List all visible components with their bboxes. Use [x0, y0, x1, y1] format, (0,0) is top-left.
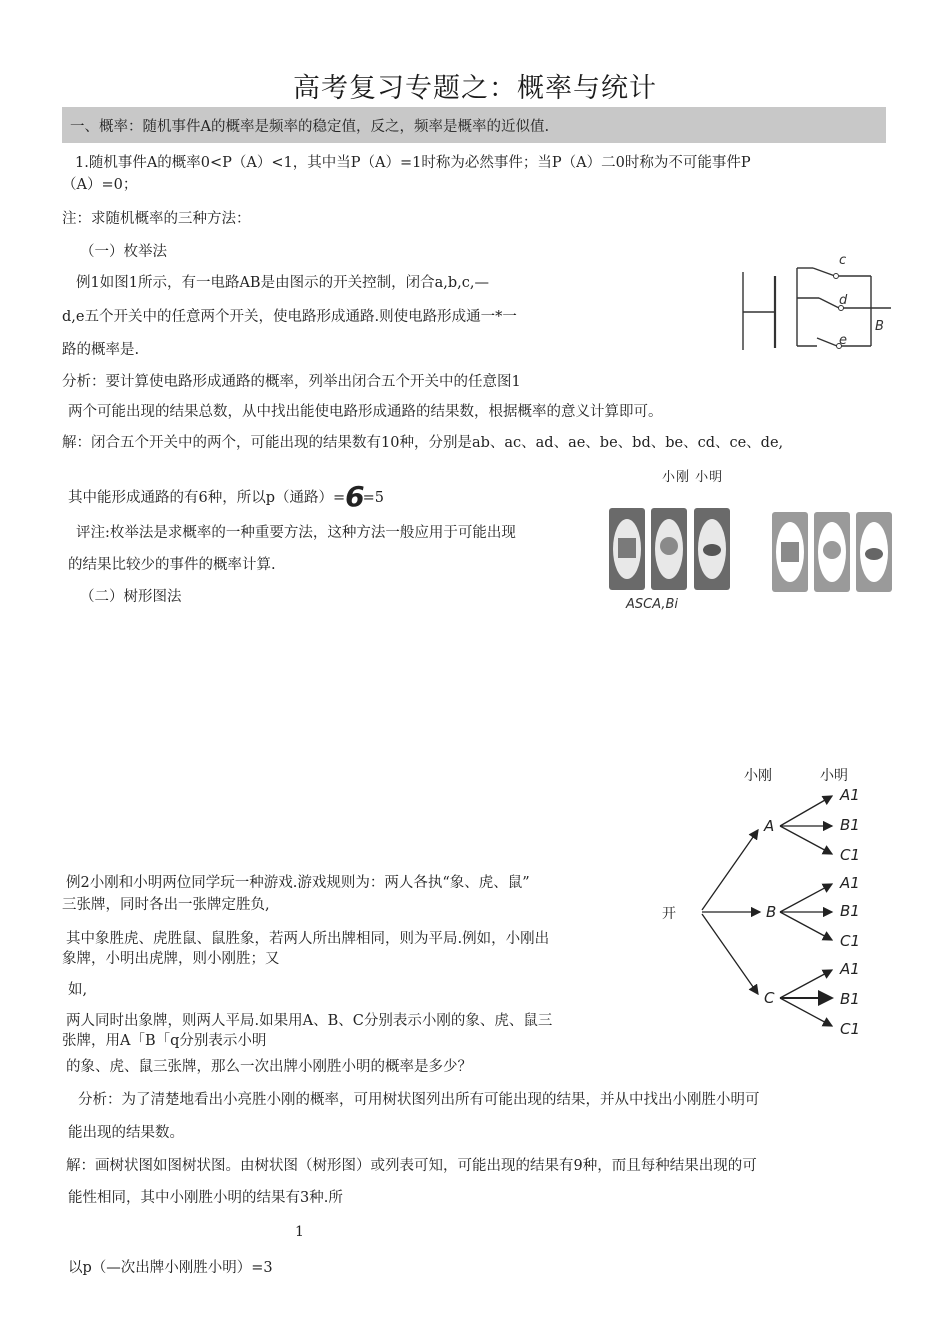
terminal-label-b: B [875, 319, 884, 334]
section-heading-probability: 一、概率：随机事件A的概率是频率的稳定值，反之，频率是概率的近似值. [70, 119, 550, 135]
section-heading-bar [62, 107, 886, 143]
edge-a-c1 [780, 826, 832, 854]
card-set-right [772, 512, 892, 592]
solution-1-line-2 [68, 476, 385, 513]
solution-2-line-3: 以p（—次出牌小刚胜小明）=3 [68, 1260, 273, 1276]
tree-leaf-b1-under-b: B1 [840, 902, 860, 920]
tree-node-b: B [766, 903, 777, 921]
tree-header-xiaogang: 小刚 [744, 768, 772, 784]
tree-leaf-c1-under-a: C1 [840, 846, 861, 864]
analysis-1-line-1: 分析：要计算使电路形成通路的概率，列举出闭合五个开关中的任意图1 [62, 374, 521, 390]
example-2-line-4: 象牌，小明出虎牌，则小刚胜；又 [62, 951, 280, 967]
cards-header-label: 小刚 小明 [662, 470, 724, 485]
solution-2-line-2: 能性相同，其中小刚胜小明的结果有3种.所 [68, 1190, 343, 1206]
tree-leaf-a1-under-b: A1 [840, 874, 860, 892]
circuit-diagram [735, 246, 895, 358]
animal-cards-image [606, 500, 896, 610]
para-1-line-2: （A）=0； [62, 177, 138, 193]
example-1-line-3: 路的概率是. [62, 342, 140, 358]
tree-root-label: 开 [662, 906, 676, 922]
analysis-1-line-2: 两个可能出现的结果总数，从中找出能使电路形成通路的结果数，根据概率的意义计算即可。 [68, 404, 663, 420]
note-three-methods: 注：求随机概率的三种方法： [62, 211, 251, 227]
solution-1-line-1: 解：闭合五个开关中的两个，可能出现的结果数有10种，分别是ab、ac、ad、ae、be、bd、be、cd、ce、de, [62, 435, 784, 451]
edge-c-c1 [780, 998, 832, 1026]
edge-b-a1 [780, 884, 832, 912]
example-1-line-2: d,e五个开关中的任意两个开关，使电路形成通路.则使电路形成通一*一 [62, 309, 517, 325]
example-2-line-3: 其中象胜虎、虎胜鼠、鼠胜象，若两人所出牌相同，则为平局.例如，小刚出 [66, 931, 550, 947]
solution-1-big-six: 6 [345, 480, 363, 513]
edge-b-c1 [780, 912, 832, 940]
switch-c-contact [834, 274, 839, 279]
cards-caption: ASCA,Bi [626, 597, 679, 610]
comment-line-1: 评注:枚举法是求概率的一种重要方法，这种方法一般应用于可能出现 [76, 525, 516, 541]
solution-1-suffix: =5 [362, 490, 385, 506]
card-set-left [609, 508, 730, 590]
method-tree-heading: （二）树形图法 [80, 589, 182, 605]
page-title: 高考复习专题之：概率与统计 [293, 73, 657, 104]
tree-node-c: C [764, 989, 775, 1007]
analysis-2-line-2: 能出现的结果数。 [68, 1125, 184, 1141]
analysis-2-line-1: 分析：为了清楚地看出小亮胜小刚的概率，可用树状图列出所有可能出现的结果，并从中找出小刚胜小明可 [78, 1092, 760, 1108]
example-2-line-1: 例2小刚和小明两位同学玩一种游戏.游戏规则为：两人各执“象、虎、鼠” [66, 875, 530, 891]
tree-leaf-a1-under-a: A1 [840, 786, 860, 804]
tree-node-a: A [764, 817, 775, 835]
edge-root-a [702, 830, 758, 910]
example-2-line-6: 两人同时出象牌，则两人平局.如果用A、B、C分别表示小刚的象、虎、鼠三 [66, 1013, 553, 1029]
switch-label-d: d [839, 293, 848, 308]
comment-line-2: 的结果比较少的事件的概率计算. [68, 557, 276, 573]
example-2-line-7: 张牌，用A「B「q分别表示小明 [62, 1033, 267, 1049]
tree-leaf-b1-under-c: B1 [840, 990, 860, 1008]
edge-c-a1 [780, 970, 832, 998]
switch-label-e: e [839, 333, 847, 348]
example-2-line-5: 如, [68, 982, 88, 998]
tree-leaf-c1-under-c: C1 [840, 1020, 861, 1038]
edge-a-a1 [780, 796, 832, 826]
example-1-line-1: 例1如图1所示，有一电路AB是由图示的开关控制，闭合a,b,c,— [76, 275, 489, 291]
example-2-line-8: 的象、虎、鼠三张牌，那么一次出牌小刚胜小明的概率是多少？ [66, 1059, 472, 1075]
method-enumeration-heading: （一）枚举法 [80, 244, 167, 260]
edge-root-c [702, 914, 758, 994]
tree-leaf-b1-under-a: B1 [840, 816, 860, 834]
solution-1-prefix: 其中能形成通路的有6种，所以p（通路）= [68, 490, 346, 506]
fraction-numerator: 1 [295, 1224, 304, 1240]
solution-2-line-1: 解：画树状图如图树状图。由树状图（树形图）或列表可知，可能出现的结果有9种，而且每种结果出现的可 [66, 1158, 757, 1174]
para-1-line-1: 1.随机事件A的概率0<P（A）<1，其中当P（A）=1时称为必然事件；当P（A）二0时称为不可能事件P [75, 155, 751, 171]
tree-leaf-c1-under-b: C1 [840, 932, 861, 950]
tree-diagram [660, 762, 880, 1052]
tree-header-xiaoming: 小明 [820, 768, 848, 784]
tree-leaf-a1-under-c: A1 [840, 960, 860, 978]
switch-label-c: c [839, 253, 847, 268]
example-2-line-2: 三张牌，同时各出一张牌定胜负, [62, 897, 270, 913]
